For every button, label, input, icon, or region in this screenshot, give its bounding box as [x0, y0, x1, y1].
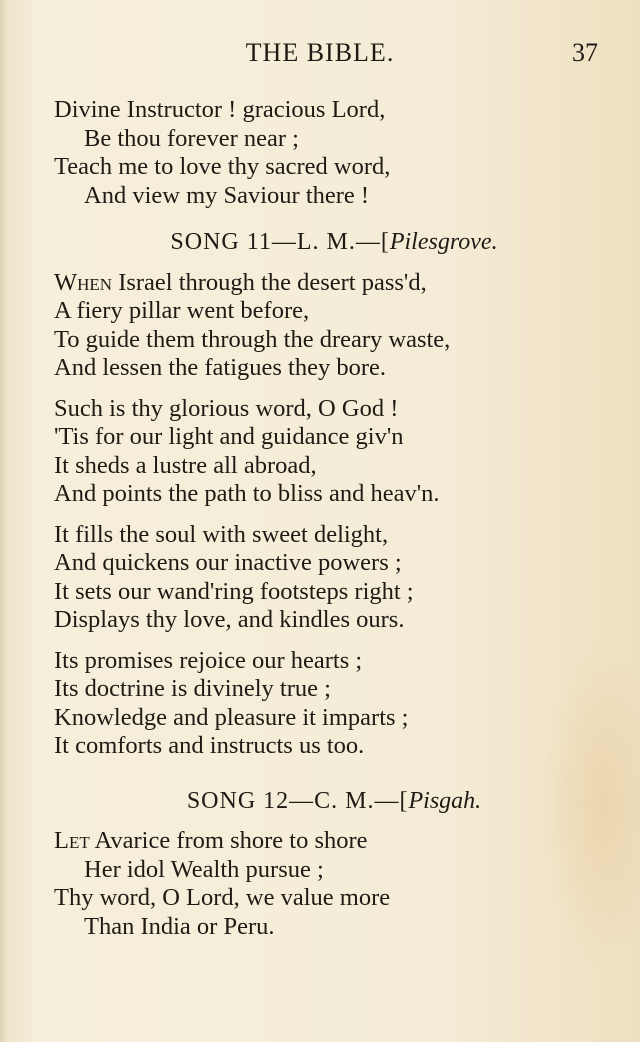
verse-line: Knowledge and pleasure it imparts ; [54, 703, 409, 731]
verse-line: It comforts and instructs us too. [54, 732, 365, 759]
verse-line: Its promises rejoice our hearts ; [54, 646, 363, 674]
verse-line [54, 827, 614, 856]
verse-line: It sheds a lustre all abroad, [54, 451, 317, 479]
verse-line-rest: Israel through the desert pass'd, [112, 268, 427, 296]
verse-line: Its doctrine is divinely true ; [54, 675, 331, 702]
stanza [54, 269, 614, 383]
verse-line: Divine Instructor ! gracious Lord, [54, 96, 386, 123]
verse-line: Such is thy glorious word, O God ! [54, 394, 399, 422]
song-heading [54, 787, 614, 816]
page-number: 37 [572, 38, 598, 67]
stanza [54, 395, 614, 509]
verse-line: To guide them through the dreary waste, [54, 325, 451, 353]
song-heading-text: SONG 11—L. M.—[ [170, 229, 390, 255]
verse-line: And lessen the fatigues they bore. [54, 354, 387, 381]
running-title: THE BIBLE. [245, 38, 395, 67]
verse-line: It fills the soul with sweet delight, [54, 520, 389, 548]
page-header [0, 38, 640, 74]
verse-line: Teach me to love thy sacred word, [54, 153, 391, 180]
page-content [54, 96, 614, 953]
verse-line: Be thou forever near ; [84, 124, 299, 152]
verse-line: Than India or Peru. [84, 912, 275, 940]
song-heading-text: SONG 12—C. M.—[ [186, 787, 409, 814]
tune-name: Pilesgrove. [389, 229, 498, 255]
verse-line: And quickens our inactive powers ; [54, 549, 402, 576]
stanza [54, 647, 614, 761]
tune-name: Pisgah. [408, 787, 482, 814]
first-word: When [54, 268, 113, 296]
verse-line: A fiery pillar went before, [54, 297, 310, 324]
verse-line: Displays thy love, and kindles ours. [54, 606, 405, 633]
song-heading [54, 228, 614, 257]
intro-stanza [54, 96, 614, 210]
stanza [54, 827, 614, 941]
verse-line: And points the path to bliss and heav'n. [54, 480, 440, 507]
verse-line-rest: Avarice from shore to shore [89, 827, 368, 854]
verse-line: It sets our wand'ring footsteps right ; [54, 577, 414, 605]
first-word: Let [54, 827, 90, 854]
stanza [54, 521, 614, 635]
verse-line: Thy word, O Lord, we value more [54, 884, 391, 911]
verse-line: And view my Saviour there ! [84, 181, 370, 209]
verse-line [54, 269, 614, 298]
verse-line: 'Tis for our light and guidance giv'n [54, 423, 404, 450]
verse-line: Her idol Wealth pursue ; [84, 855, 324, 883]
